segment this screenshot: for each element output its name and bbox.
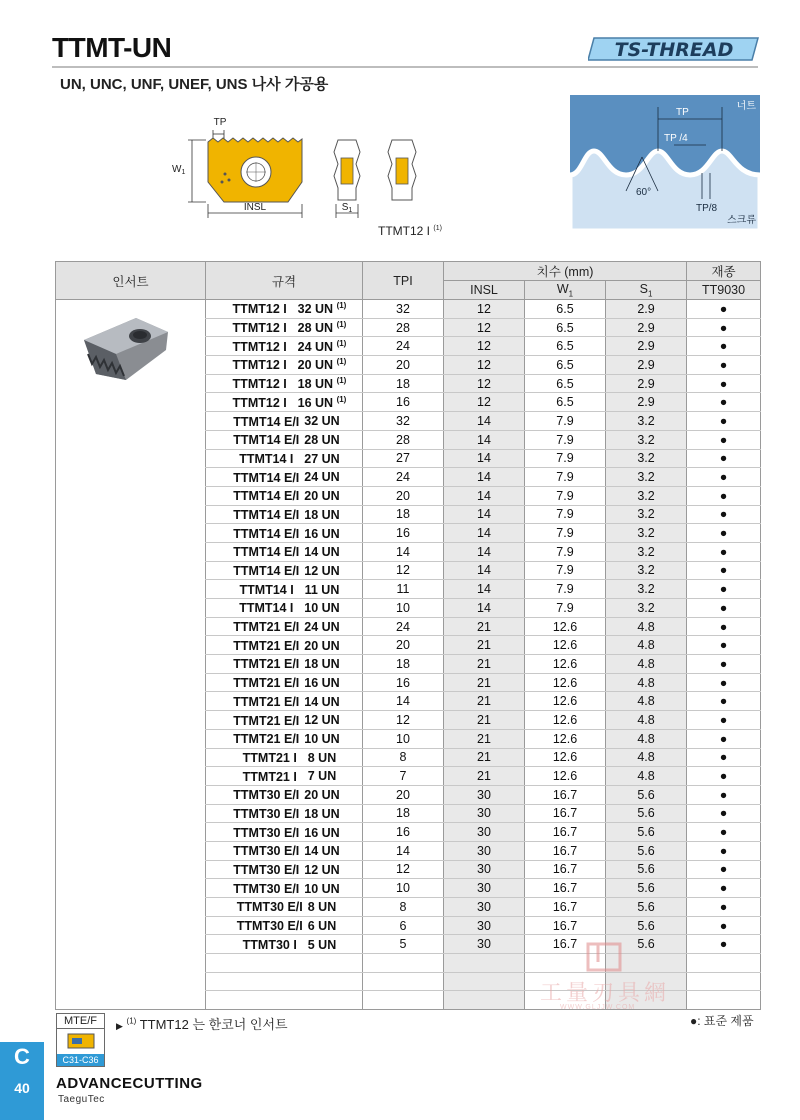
grade-cell: ● <box>687 860 761 879</box>
insl-cell <box>444 954 525 973</box>
designation-cell: TTMT14 I 11 UN <box>206 580 363 599</box>
s1-cell: 4.8 <box>606 692 687 711</box>
grade-cell <box>687 954 761 973</box>
s1-cell <box>606 972 687 991</box>
w1-cell: 7.9 <box>525 542 606 561</box>
s1-cell: 4.8 <box>606 636 687 655</box>
grade-cell: ● <box>687 617 761 636</box>
insl-cell: 12 <box>444 337 525 356</box>
insl-cell: 21 <box>444 636 525 655</box>
w1-cell: 12.6 <box>525 729 606 748</box>
grade-cell: ● <box>687 823 761 842</box>
insl-cell: 21 <box>444 767 525 786</box>
tpi-cell <box>363 991 444 1010</box>
w1-cell: 6.5 <box>525 356 606 375</box>
designation-cell: TTMT14 E/I 28 UN <box>206 430 363 449</box>
grade-cell: ● <box>687 393 761 412</box>
tpi-cell: 8 <box>363 898 444 917</box>
insl-cell: 12 <box>444 318 525 337</box>
w1-cell: 12.6 <box>525 767 606 786</box>
grade-cell: ● <box>687 711 761 730</box>
s1-cell: 3.2 <box>606 486 687 505</box>
tpi-cell: 20 <box>363 636 444 655</box>
grade-cell: ● <box>687 599 761 618</box>
advance-cutting-logo: ADVANCECUTTING <box>56 1075 203 1092</box>
insl-cell: 14 <box>444 599 525 618</box>
page-title: TTMT-UN <box>52 32 172 63</box>
tpi-cell: 14 <box>363 692 444 711</box>
w1-cell: 7.9 <box>525 524 606 543</box>
designation-cell <box>206 991 363 1010</box>
w1-cell: 16.7 <box>525 860 606 879</box>
s1-cell: 4.8 <box>606 655 687 674</box>
col-header-insert: 인서트 <box>56 262 206 300</box>
s1-cell <box>606 954 687 973</box>
insl-cell: 14 <box>444 449 525 468</box>
insl-cell: 12 <box>444 356 525 375</box>
grade-cell: ● <box>687 580 761 599</box>
s1-cell: 3.2 <box>606 468 687 487</box>
designation-cell: TTMT30 E/I 10 UN <box>206 879 363 898</box>
s1-cell: 2.9 <box>606 337 687 356</box>
s1-cell: 5.6 <box>606 916 687 935</box>
drawing-caption: TTMT12 I $^{(1)}$ <box>378 224 442 238</box>
page-subtitle: UN, UNC, UNF, UNEF, UNS 나사 가공용 <box>60 76 329 93</box>
grade-cell: ● <box>687 767 761 786</box>
designation-cell: TTMT30 E/I 12 UN <box>206 860 363 879</box>
insl-cell: 30 <box>444 823 525 842</box>
tpi-cell: 14 <box>363 542 444 561</box>
tpi-cell: 12 <box>363 711 444 730</box>
tpi-cell: 28 <box>363 318 444 337</box>
insl-cell: 30 <box>444 841 525 860</box>
w1-cell: 12.6 <box>525 655 606 674</box>
designation-cell: TTMT21 I 8 UN <box>206 748 363 767</box>
grade-cell: ● <box>687 841 761 860</box>
s1-cell: 5.6 <box>606 823 687 842</box>
tpi-cell: 12 <box>363 561 444 580</box>
w1-cell: 7.9 <box>525 580 606 599</box>
w1-cell: 6.5 <box>525 300 606 319</box>
designation-cell <box>206 972 363 991</box>
w1-cell: 6.5 <box>525 337 606 356</box>
designation-cell: TTMT30 E/I 18 UN <box>206 804 363 823</box>
tpi-cell: 32 <box>363 300 444 319</box>
s1-cell: 3.2 <box>606 580 687 599</box>
page-number: 40 <box>14 1080 30 1096</box>
s1-cell: 4.8 <box>606 711 687 730</box>
s1-cell: 5.6 <box>606 860 687 879</box>
designation-cell: TTMT21 I 7 UN <box>206 767 363 786</box>
grade-cell: ● <box>687 785 761 804</box>
tpi-cell: 12 <box>363 860 444 879</box>
grade-cell: ● <box>687 449 761 468</box>
designation-cell: TTMT14 I 27 UN <box>206 449 363 468</box>
w1-cell: 6.5 <box>525 318 606 337</box>
insl-cell: 14 <box>444 542 525 561</box>
w1-cell: 7.9 <box>525 430 606 449</box>
col-header-w1: $W_1$ <box>525 281 606 300</box>
spec-table-body <box>56 300 761 1010</box>
insl-cell: 30 <box>444 785 525 804</box>
s1-cell: 4.8 <box>606 729 687 748</box>
grade-cell: ● <box>687 356 761 375</box>
s1-cell: 5.6 <box>606 935 687 954</box>
insl-cell: 21 <box>444 617 525 636</box>
w1-cell: 7.9 <box>525 505 606 524</box>
tpi-cell: 16 <box>363 823 444 842</box>
insl-cell: 21 <box>444 711 525 730</box>
s1-cell: 5.6 <box>606 898 687 917</box>
col-header-dimensions: 치수 (mm) <box>444 262 687 281</box>
designation-cell: TTMT14 E/I 16 UN <box>206 524 363 543</box>
tpi-cell: 6 <box>363 916 444 935</box>
s1-cell: 3.2 <box>606 542 687 561</box>
s1-cell: 2.9 <box>606 393 687 412</box>
s1-cell: 4.8 <box>606 617 687 636</box>
s1-cell: 3.2 <box>606 412 687 431</box>
designation-cell: TTMT14 E/I 12 UN <box>206 561 363 580</box>
watermark-text: 工量刃具網 <box>540 981 671 1006</box>
ts-thread-logo <box>588 34 760 64</box>
s1-cell: 5.6 <box>606 804 687 823</box>
grade-cell: ● <box>687 524 761 543</box>
designation-cell: TTMT21 E/I 20 UN <box>206 636 363 655</box>
title-divider <box>52 66 758 68</box>
mte-label: MTE/F <box>57 1014 104 1029</box>
tp-dim-label: TP <box>213 117 227 128</box>
s1-cell: 3.2 <box>606 430 687 449</box>
w1-cell: 7.9 <box>525 561 606 580</box>
grade-cell: ● <box>687 300 761 319</box>
grade-cell: ● <box>687 561 761 580</box>
tpi-cell: 20 <box>363 486 444 505</box>
insl-cell <box>444 991 525 1010</box>
designation-cell: TTMT12 I 16 UN $^{(1)}$ <box>206 393 363 412</box>
tpi-cell <box>363 972 444 991</box>
grade-cell: ● <box>687 430 761 449</box>
insl-cell: 30 <box>444 916 525 935</box>
insl-cell: 21 <box>444 729 525 748</box>
s1-cell: 2.9 <box>606 356 687 375</box>
col-header-designation: 규격 <box>206 262 363 300</box>
watermark-url: WWW.GLJJW.COM <box>560 1004 636 1011</box>
tpi-cell: 10 <box>363 599 444 618</box>
designation-cell: TTMT30 E/I 6 UN <box>206 916 363 935</box>
designation-cell: TTMT12 I 20 UN $^{(1)}$ <box>206 356 363 375</box>
designation-cell: TTMT14 I 10 UN <box>206 599 363 618</box>
designation-cell: TTMT30 I 5 UN <box>206 935 363 954</box>
screw-label: 스크류 <box>727 215 756 226</box>
grade-cell: ● <box>687 804 761 823</box>
s1-cell: 3.2 <box>606 505 687 524</box>
insl-cell: 30 <box>444 935 525 954</box>
s1-cell <box>606 991 687 1010</box>
insl-cell: 30 <box>444 879 525 898</box>
tpi-cell: 11 <box>363 580 444 599</box>
ts-thread-logo-text: TS-THREAD <box>614 39 734 61</box>
w1-cell: 7.9 <box>525 599 606 618</box>
spec-table <box>55 261 761 1010</box>
tpi-cell: 18 <box>363 655 444 674</box>
grade-cell: ● <box>687 318 761 337</box>
insl-cell: 12 <box>444 393 525 412</box>
insl-cell: 14 <box>444 430 525 449</box>
thread-profile-diagram <box>570 95 760 231</box>
w1-cell: 6.5 <box>525 393 606 412</box>
designation-cell <box>206 954 363 973</box>
tpi-cell: 18 <box>363 374 444 393</box>
tpi-cell: 18 <box>363 505 444 524</box>
grade-cell: ● <box>687 898 761 917</box>
tpi-cell: 28 <box>363 430 444 449</box>
tpi-cell: 20 <box>363 356 444 375</box>
grade-cell <box>687 991 761 1010</box>
col-header-tpi: TPI <box>363 262 444 300</box>
insl-cell <box>444 972 525 991</box>
col-header-insl: INSL <box>444 281 525 300</box>
insl-cell: 12 <box>444 374 525 393</box>
insl-cell: 21 <box>444 655 525 674</box>
tp8-label: TP/8 <box>696 203 718 214</box>
s1-cell: 5.6 <box>606 879 687 898</box>
designation-cell: TTMT12 I 32 UN $^{(1)}$ <box>206 300 363 319</box>
grade-cell <box>687 972 761 991</box>
designation-cell: TTMT21 E/I 14 UN <box>206 692 363 711</box>
w1-cell: 12.6 <box>525 617 606 636</box>
tpi-cell: 16 <box>363 393 444 412</box>
tpi-cell: 5 <box>363 935 444 954</box>
tpi-cell <box>363 954 444 973</box>
grade-cell: ● <box>687 655 761 674</box>
standard-product-legend: ●: 표준 제품 <box>690 1014 754 1028</box>
table-row <box>56 300 761 319</box>
tpi-cell: 20 <box>363 785 444 804</box>
w1-cell: 12.6 <box>525 636 606 655</box>
insl-cell: 14 <box>444 524 525 543</box>
s1-cell: 5.6 <box>606 785 687 804</box>
grade-cell: ● <box>687 916 761 935</box>
tpi-cell: 18 <box>363 804 444 823</box>
grade-cell: ● <box>687 542 761 561</box>
insl-cell: 14 <box>444 580 525 599</box>
mte-page-ref: C31-C36 <box>57 1054 104 1066</box>
w1-cell: 7.9 <box>525 468 606 487</box>
s1-cell: 3.2 <box>606 449 687 468</box>
col-header-grade: TT9030 <box>687 281 761 300</box>
taegutec-logo: TaeguTec <box>58 1094 105 1105</box>
w1-cell: 12.6 <box>525 692 606 711</box>
grade-cell: ● <box>687 729 761 748</box>
designation-cell: TTMT21 E/I 10 UN <box>206 729 363 748</box>
designation-cell: TTMT21 E/I 18 UN <box>206 655 363 674</box>
nut-label: 너트 <box>736 101 756 112</box>
s1-cell: 2.9 <box>606 318 687 337</box>
col-header-s1: $S_1$ <box>606 281 687 300</box>
tpi-cell: 32 <box>363 412 444 431</box>
insl-cell: 21 <box>444 748 525 767</box>
w1-cell: 12.6 <box>525 711 606 730</box>
w1-cell: 7.9 <box>525 486 606 505</box>
w1-cell: 12.6 <box>525 748 606 767</box>
designation-cell: TTMT14 E/I 24 UN <box>206 468 363 487</box>
w1-cell: 16.7 <box>525 898 606 917</box>
w1-cell <box>525 954 606 973</box>
w1-cell: 16.7 <box>525 804 606 823</box>
grade-cell: ● <box>687 412 761 431</box>
s1-cell: 3.2 <box>606 561 687 580</box>
grade-cell: ● <box>687 673 761 692</box>
w1-cell: 16.7 <box>525 823 606 842</box>
insl-cell: 14 <box>444 561 525 580</box>
grade-cell: ● <box>687 337 761 356</box>
s1-cell: 4.8 <box>606 748 687 767</box>
col-header-grade-group: 재종 <box>687 262 761 281</box>
insl-cell: 14 <box>444 505 525 524</box>
footnote: ▶ $^{(1)}$ TTMT12 는 한코너 인서트 <box>116 1016 288 1032</box>
w1-cell: 16.7 <box>525 785 606 804</box>
tpi-cell: 7 <box>363 767 444 786</box>
grade-cell: ● <box>687 636 761 655</box>
s1-dim-label: $S_1$ <box>341 202 353 214</box>
w1-cell: 16.7 <box>525 841 606 860</box>
w1-dim-label: $W_1$ <box>172 164 186 176</box>
tpi-cell: 24 <box>363 617 444 636</box>
s1-cell: 4.8 <box>606 673 687 692</box>
s1-cell: 2.9 <box>606 300 687 319</box>
tpi-cell: 10 <box>363 729 444 748</box>
grade-cell: ● <box>687 935 761 954</box>
grade-cell: ● <box>687 468 761 487</box>
grade-cell: ● <box>687 505 761 524</box>
designation-cell: TTMT14 E/I 18 UN <box>206 505 363 524</box>
s1-cell: 3.2 <box>606 524 687 543</box>
tpi-cell: 14 <box>363 841 444 860</box>
designation-cell: TTMT21 E/I 24 UN <box>206 617 363 636</box>
insl-cell: 12 <box>444 300 525 319</box>
designation-cell: TTMT21 E/I 16 UN <box>206 673 363 692</box>
insl-cell: 14 <box>444 486 525 505</box>
tpi-cell: 24 <box>363 468 444 487</box>
w1-cell: 16.7 <box>525 879 606 898</box>
insl-cell: 30 <box>444 898 525 917</box>
tp-label: TP <box>676 107 689 118</box>
grade-cell: ● <box>687 748 761 767</box>
tpi-cell: 16 <box>363 673 444 692</box>
designation-cell: TTMT30 E/I 14 UN <box>206 841 363 860</box>
tpi-cell: 8 <box>363 748 444 767</box>
designation-cell: TTMT30 E/I 20 UN <box>206 785 363 804</box>
insl-cell: 30 <box>444 860 525 879</box>
insl-cell: 30 <box>444 804 525 823</box>
tpi-cell: 10 <box>363 879 444 898</box>
designation-cell: TTMT14 E/I 20 UN <box>206 486 363 505</box>
s1-cell: 4.8 <box>606 767 687 786</box>
grade-cell: ● <box>687 692 761 711</box>
s1-cell: 5.6 <box>606 841 687 860</box>
w1-cell: 7.9 <box>525 412 606 431</box>
w1-cell: 16.7 <box>525 916 606 935</box>
w1-cell <box>525 991 606 1010</box>
designation-cell: TTMT30 E/I 16 UN <box>206 823 363 842</box>
designation-cell: TTMT14 E/I 32 UN <box>206 412 363 431</box>
w1-cell <box>525 972 606 991</box>
angle-label: 60° <box>636 187 652 198</box>
designation-cell: TTMT14 E/I 14 UN <box>206 542 363 561</box>
mte-holder-reference[interactable] <box>56 1013 105 1067</box>
insl-cell: 14 <box>444 468 525 487</box>
grade-cell: ● <box>687 486 761 505</box>
insert-photo <box>76 314 176 386</box>
insl-cell: 21 <box>444 692 525 711</box>
designation-cell: TTMT12 I 24 UN $^{(1)}$ <box>206 337 363 356</box>
arrow-right-icon: ▶ <box>116 1021 123 1031</box>
holder-icon <box>66 1031 96 1051</box>
insert-image-cell <box>56 300 206 1010</box>
tp4-label: TP /4 <box>664 133 688 144</box>
designation-cell: TTMT12 I 28 UN $^{(1)}$ <box>206 318 363 337</box>
designation-cell: TTMT30 E/I 8 UN <box>206 898 363 917</box>
w1-cell: 6.5 <box>525 374 606 393</box>
tpi-cell: 24 <box>363 337 444 356</box>
s1-cell: 2.9 <box>606 374 687 393</box>
section-tab <box>0 1042 44 1120</box>
tpi-cell: 27 <box>363 449 444 468</box>
w1-cell: 16.7 <box>525 935 606 954</box>
grade-cell: ● <box>687 879 761 898</box>
w1-cell: 12.6 <box>525 673 606 692</box>
s1-cell: 3.2 <box>606 599 687 618</box>
grade-cell: ● <box>687 374 761 393</box>
insl-cell: 21 <box>444 673 525 692</box>
w1-cell: 7.9 <box>525 449 606 468</box>
insl-cell: 14 <box>444 412 525 431</box>
designation-cell: TTMT12 I 18 UN $^{(1)}$ <box>206 374 363 393</box>
insl-dim-label: INSL <box>243 202 267 213</box>
section-letter: C <box>14 1044 30 1069</box>
designation-cell: TTMT21 E/I 12 UN <box>206 711 363 730</box>
tpi-cell: 16 <box>363 524 444 543</box>
